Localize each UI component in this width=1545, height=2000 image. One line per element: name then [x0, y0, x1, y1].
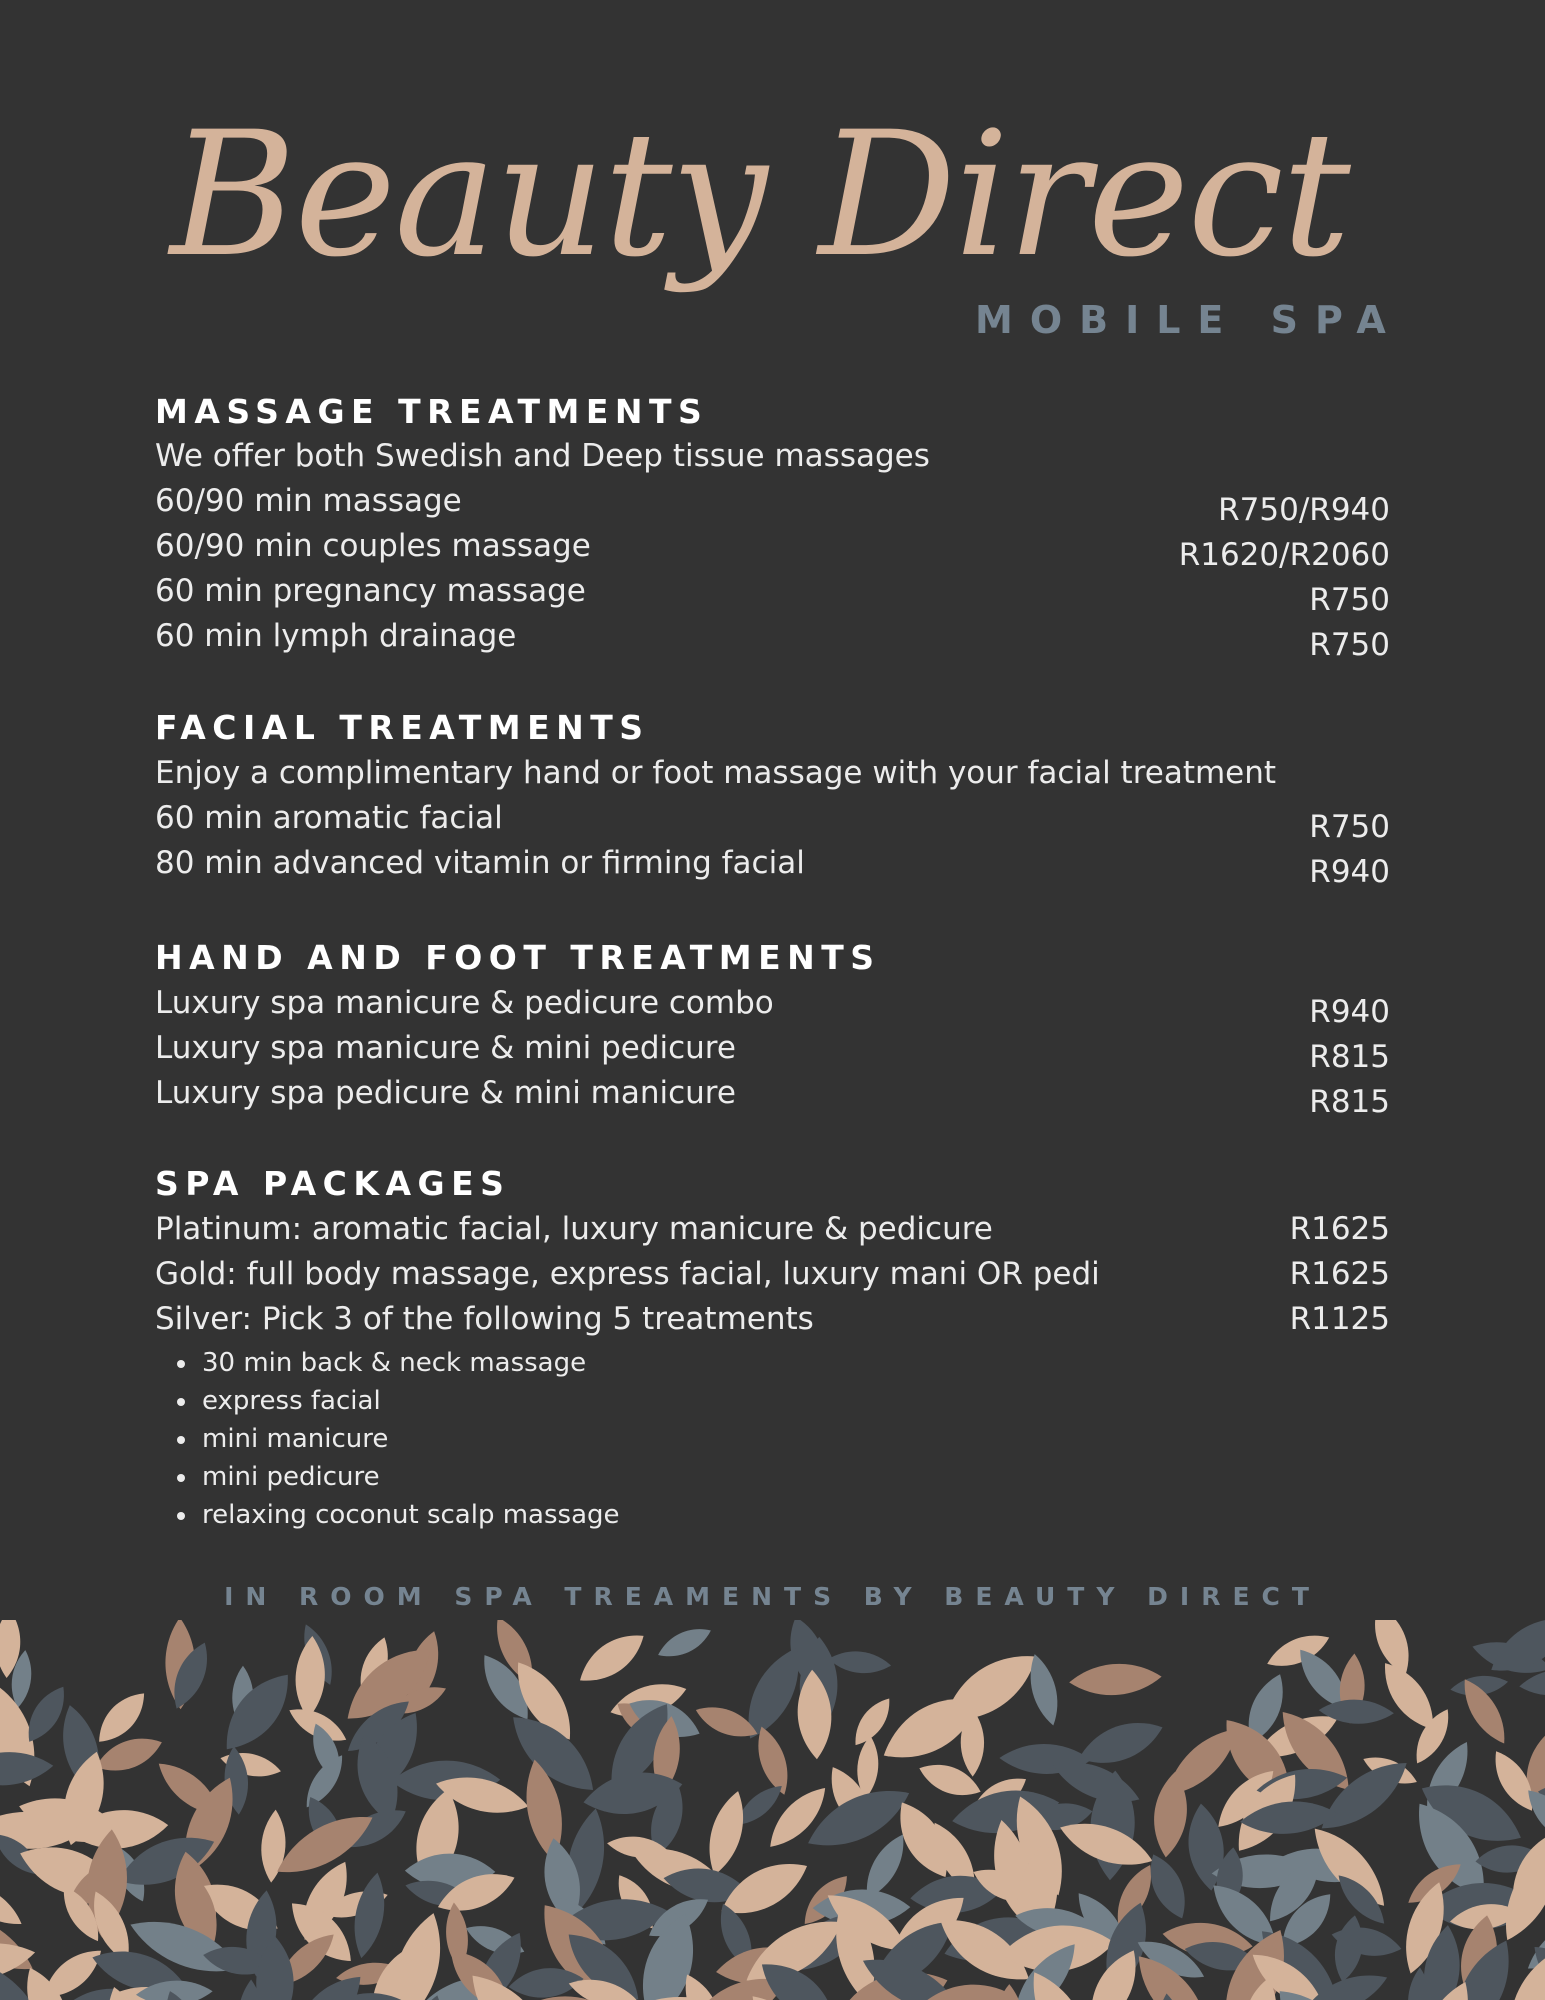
item-price: R1125: [1289, 1301, 1390, 1337]
leaf-shape: [212, 1662, 303, 1761]
item-label: Luxury spa pedicure & mini manicure: [155, 1075, 736, 1111]
item-label: Platinum: aromatic facial, luxury manicure & pedicure: [155, 1211, 993, 1247]
hand-foot-item: [155, 981, 1390, 1030]
item-price: R750/R940: [1218, 492, 1390, 528]
massage-item: [155, 479, 1390, 528]
facial-item: [155, 796, 1390, 845]
brand-title: Beauty Direct: [170, 94, 1349, 295]
leaf-pattern-icon: [0, 1620, 1545, 2000]
item-price: R940: [1309, 994, 1390, 1030]
item-price: R1625: [1289, 1211, 1390, 1247]
item-label: 60 min lymph drainage: [155, 618, 517, 654]
silver-options-list: [155, 1344, 1390, 1534]
item-label: 80 min advanced vitamin or firming facial: [155, 845, 805, 881]
item-label: Luxury spa manicure & mini pedicure: [155, 1030, 736, 1066]
package-item: [155, 1252, 1390, 1297]
item-price: R1620/R2060: [1178, 537, 1390, 573]
package-item: [155, 1297, 1390, 1342]
leaf-shape: [654, 1621, 715, 1664]
leaf-shape: [0, 1872, 28, 1934]
hand-foot-item: [155, 1026, 1390, 1075]
list-item: 30 min back & neck massage: [202, 1344, 1390, 1382]
item-price: R940: [1309, 854, 1390, 890]
facial-title: FACIAL TREATMENTS: [155, 708, 650, 747]
massage-section: [155, 392, 1390, 663]
list-item: relaxing coconut scalp massage: [202, 1496, 1390, 1534]
leaf-shape: [827, 1648, 892, 1676]
facial-intro: Enjoy a complimentary hand or foot massage with your facial treatment: [155, 755, 1277, 791]
list-item: mini pedicure: [202, 1458, 1390, 1496]
item-label: 60 min pregnancy massage: [155, 573, 586, 609]
leaf-shape: [1068, 1661, 1162, 1698]
item-price: R815: [1309, 1039, 1390, 1075]
hand-foot-item: [155, 1071, 1390, 1120]
item-price: R750: [1309, 582, 1390, 618]
item-label: 60/90 min couples massage: [155, 528, 591, 564]
item-label: Luxury spa manicure & pedicure combo: [155, 985, 774, 1021]
leaf-shape: [571, 1624, 652, 1693]
item-price: R750: [1309, 809, 1390, 845]
packages-title: SPA PACKAGES: [155, 1164, 511, 1203]
facial-item: [155, 841, 1390, 890]
item-price: R1625: [1289, 1256, 1390, 1292]
packages-section: [155, 1164, 1390, 1534]
item-label: Gold: full body massage, express facial, luxury mani OR pedi: [155, 1256, 1100, 1292]
footer-tagline: IN ROOM SPA TREAMENTS BY BEAUTY DIRECT: [224, 1582, 1321, 1611]
leaf-shape: [259, 1809, 288, 1883]
massage-item: [155, 569, 1390, 618]
item-price: R815: [1309, 1084, 1390, 1120]
package-item: [155, 1207, 1390, 1252]
item-label: 60 min aromatic facial: [155, 800, 503, 836]
massage-title: MASSAGE TREATMENTS: [155, 392, 709, 431]
list-item: mini manicure: [202, 1420, 1390, 1458]
facial-section: [155, 708, 1390, 890]
hand-foot-section: [155, 938, 1390, 1120]
hand-foot-title: HAND AND FOOT TREATMENTS: [155, 938, 881, 977]
item-price: R750: [1309, 627, 1390, 663]
massage-item: [155, 524, 1390, 573]
item-label: Silver: Pick 3 of the following 5 treatments: [155, 1301, 814, 1337]
brand-subtitle: MOBILE SPA: [975, 298, 1403, 342]
massage-item: [155, 614, 1390, 663]
item-label: 60/90 min massage: [155, 483, 462, 519]
list-item: express facial: [202, 1382, 1390, 1420]
leaf-shape: [700, 1787, 752, 1879]
massage-intro: We offer both Swedish and Deep tissue massages: [155, 438, 930, 474]
